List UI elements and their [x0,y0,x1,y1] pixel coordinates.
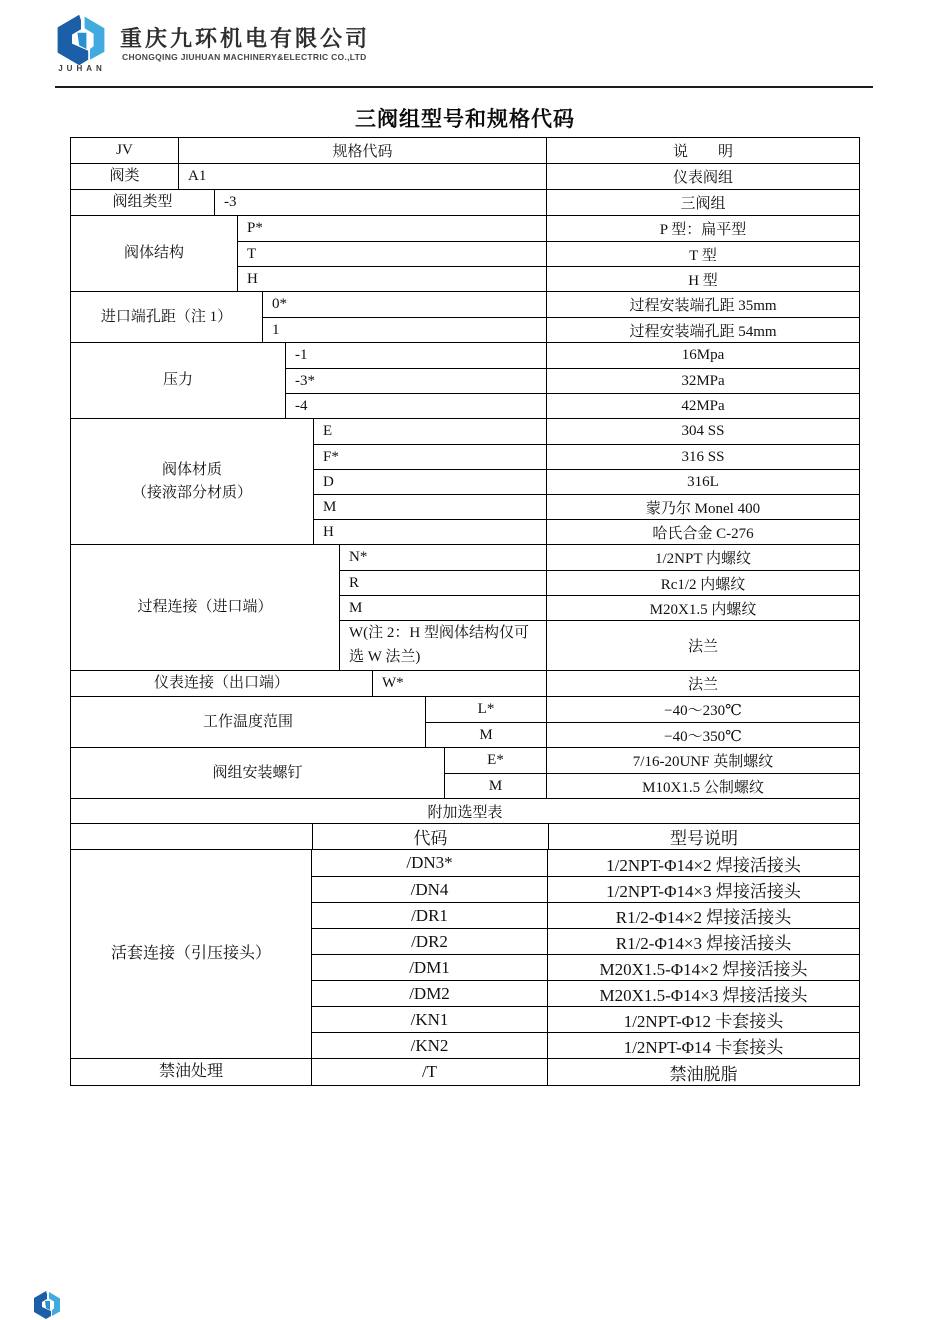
group-manifold-type [71,189,859,215]
group-valve-class [71,163,859,189]
desc-cell: −40～230℃ [664,703,742,719]
letterhead [0,0,930,86]
desc-cell: 仪表阀组 [672,170,733,186]
logo-caption: JUHAN [58,64,106,73]
desc-cell: R1/2-Φ14×2 焊接活接头 [615,908,792,927]
table-row [312,876,859,902]
page-title: 三阀组型号和规格代码 [355,107,575,131]
table-row [238,241,859,266]
table-row [312,1059,859,1085]
code-cell: /KN2 [312,1033,548,1058]
group-label: 进口端孔距（注 1） [71,292,263,342]
group-working-temperature [71,696,859,747]
group-label: 阀类 [71,164,179,189]
table-row [373,671,859,696]
code-cell: T [238,242,547,266]
desc-cell: H 型 [688,272,718,289]
table-row [215,190,859,215]
table-row [314,444,859,469]
group-label: 仪表连接（出口端） [71,671,373,696]
group-label [71,419,314,544]
group-loose-joint-connection [71,849,859,1058]
desc-cell: M20X1.5-Φ14×3 焊接活接头 [599,986,808,1005]
code-cell: L* [426,697,547,722]
addon-header-blank-cell [71,824,313,849]
group-oil-free-treatment [71,1058,859,1085]
desc-cell: 304 SS [681,423,725,439]
desc-cell: 蒙乃尔 Monel 400 [645,500,761,517]
table-row [312,1032,859,1058]
desc-cell: 三阀组 [680,196,726,212]
desc-cell: 1/2NPT-Φ14×2 焊接活接头 [606,855,801,875]
group-process-connection [71,544,859,670]
table-row [286,368,859,393]
group-instrument-connection [71,670,859,696]
desc-cell: 1/2NPT 内螺纹 [655,551,751,567]
desc-cell: 7/16-20UNF 英制螺纹 [632,754,774,770]
table-row [238,266,859,291]
code-cell: /DM1 [312,955,548,980]
footer-logo-icon [29,1290,65,1320]
table-row [312,902,859,928]
company-name-en: CHONGQING JIUHUAN MACHINERY&ELECTRIC CO.,LTD [122,52,367,62]
table-row [340,595,859,620]
code-cell: -4 [286,394,547,418]
table-row [314,419,859,444]
code-note: W(注 2：H 型阀体结构仅可选 W 法兰) [349,625,529,665]
desc-cell: R1/2-Φ14×3 焊接活接头 [615,934,792,953]
desc-cell: 1/2NPT-Φ14 卡套接头 [623,1038,784,1057]
code-cell: H [238,267,547,291]
company-name-cn: 重庆九环机电有限公司 [120,26,371,51]
group-inlet-hole-distance [71,291,859,342]
table-row [312,980,859,1006]
desc-cell: 法兰 [687,639,718,655]
code-cell: A1 [179,164,547,189]
table-row [340,570,859,595]
code-cell: /KN1 [312,1007,548,1032]
code-cell: 1 [263,318,547,342]
group-pressure [71,342,859,418]
group-label: 工作温度范围 [71,697,426,747]
code-cell: -1 [286,343,547,368]
code-cell: /DR1 [312,903,548,928]
code-cell: F* [314,445,547,469]
desc-cell: 42MPa [681,397,725,414]
code-cell: P* [238,216,547,241]
desc-cell: 过程安装端孔距 35mm [629,298,777,314]
group-label-line1: 阀体材质 [161,462,222,478]
table-row [312,850,859,876]
table-row [286,393,859,418]
code-cell: H [314,520,547,544]
addon-header-desc-col: 型号说明 [670,829,738,848]
table-row [445,748,859,773]
group-body-material [71,418,859,544]
table-row [340,620,859,670]
group-label: 阀体结构 [71,216,238,291]
group-label: 禁油处理 [71,1059,312,1085]
code-cell: D [314,470,547,494]
header-code-col: 规格代码 [179,138,547,163]
desc-cell: 316 SS [681,448,725,465]
group-label: 阀组类型 [71,190,215,215]
code-cell: N* [340,545,547,570]
code-cell [340,621,547,670]
code-cell: W* [373,671,547,696]
code-cell: -3* [286,369,547,393]
desc-cell: Rc1/2 内螺纹 [660,576,746,593]
desc-cell: 1/2NPT-Φ12 卡套接头 [623,1012,784,1031]
desc-cell: 32MPa [681,372,725,389]
code-cell: E [314,419,547,444]
desc-cell: T 型 [689,247,717,264]
code-cell: M [445,774,547,798]
company-logo-icon [54,13,108,67]
group-body-structure [71,215,859,291]
desc-cell: 16Mpa [681,347,725,363]
code-cell: /T [312,1059,548,1085]
table-row [179,164,859,189]
addon-header-code-col: 代码 [313,824,549,849]
desc-cell: 1/2NPT-Φ14×3 焊接活接头 [606,882,801,901]
desc-cell: 法兰 [687,677,718,693]
code-cell: 0* [263,292,547,317]
table-row [314,494,859,519]
table-row [263,292,859,317]
code-cell: M [314,495,547,519]
group-mounting-screw [71,747,859,798]
table-row [340,545,859,570]
code-cell: /DM2 [312,981,548,1006]
table-row [426,722,859,747]
desc-cell: 禁油脱脂 [669,1064,738,1084]
table-row [238,216,859,241]
addon-header-row [71,823,859,849]
table-row [314,469,859,494]
desc-cell: M10X1.5 公制螺纹 [642,779,764,796]
group-label: 活套连接（引压接头） [71,850,312,1058]
group-label: 过程连接（进口端） [71,545,340,670]
table-row [312,928,859,954]
header-prefix-cell: JV [71,138,179,163]
table-row [286,343,859,368]
group-label: 阀组安装螺钉 [71,748,445,798]
header-desc-col: 说 明 [672,144,733,160]
table-row [312,1006,859,1032]
code-cell: -3 [215,190,547,215]
group-label: 压力 [71,343,286,418]
code-cell: E* [445,748,547,773]
header-divider [55,86,873,88]
addon-banner: 附加选型表 [71,798,859,823]
spec-table [70,137,860,1086]
code-cell: M [340,596,547,620]
desc-cell: −40～350℃ [664,728,742,745]
table-row [312,954,859,980]
desc-cell: M20X1.5 内螺纹 [649,601,757,618]
table-header-row [71,138,859,163]
desc-cell: 哈氏合金 C-276 [652,525,754,542]
desc-cell: M20X1.5-Φ14×2 焊接活接头 [599,960,808,979]
group-label-line2: （接液部分材质） [131,484,252,501]
desc-cell: 过程安装端孔距 54mm [629,323,777,340]
code-cell: M [426,723,547,747]
table-row [314,519,859,544]
desc-cell: 316L [687,473,719,490]
code-cell: /DN4 [312,877,548,902]
code-cell: /DR2 [312,929,548,954]
table-row [263,317,859,342]
code-cell: /DN3* [312,850,548,876]
table-row [426,697,859,722]
code-cell: R [340,571,547,595]
desc-cell: P 型：扁平型 [659,222,747,238]
table-row [445,773,859,798]
